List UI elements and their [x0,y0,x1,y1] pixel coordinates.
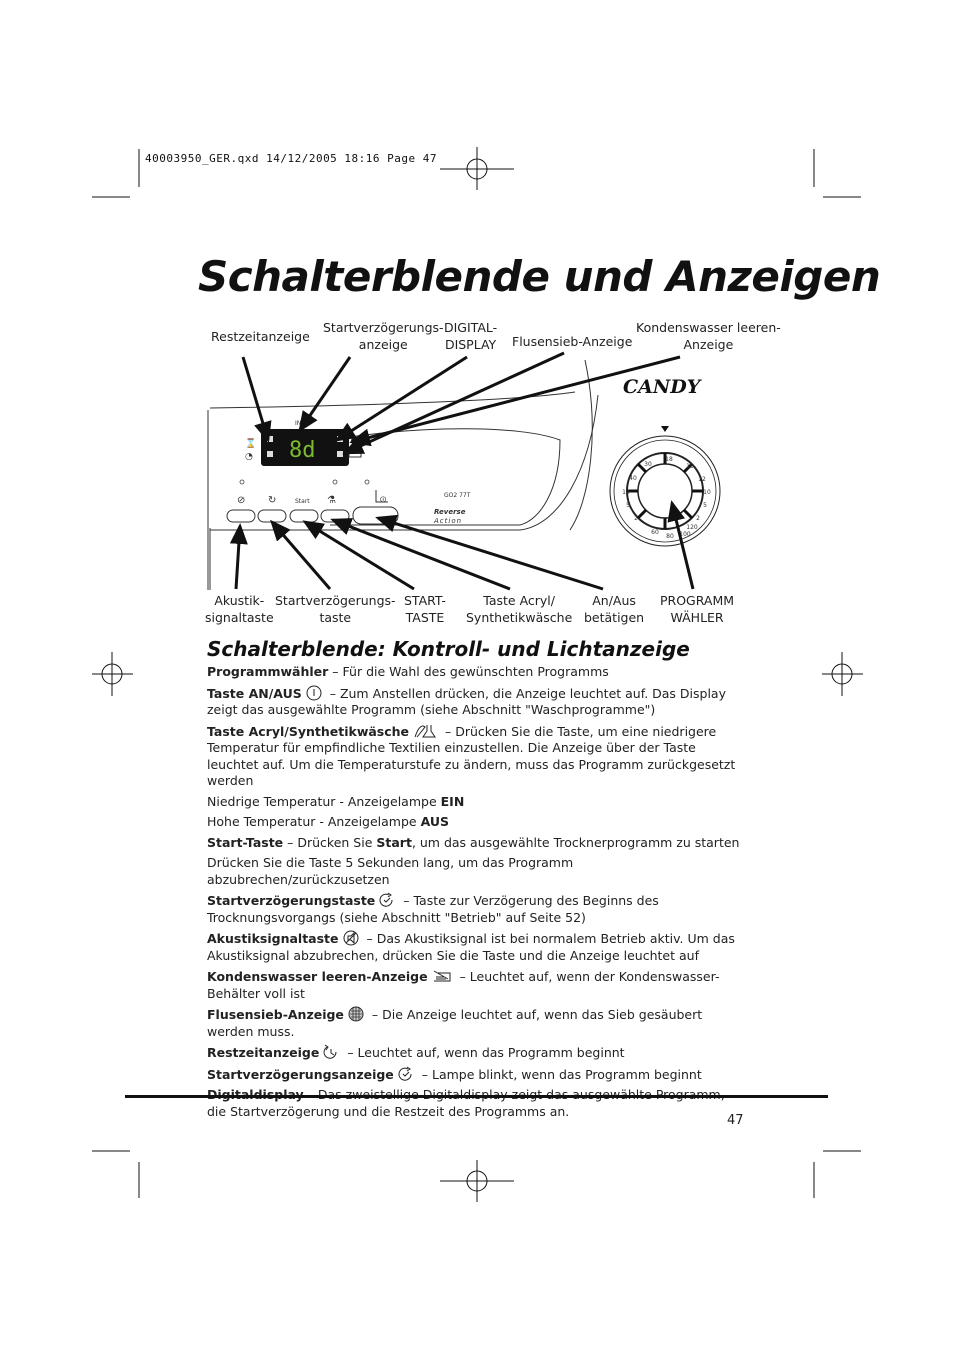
item-startverzoegerungsanzeige: Startverzögerungsanzeige – Lampe blinkt, wenn das Programm beginnt [207,1066,702,1082]
item-acryl: Taste Acryl/Synthetikwäsche – Drücken Sie die Taste, um eine niedrigere Temperatur für empfindliche Textilien einzustellen. Die Anzeige über der Taste leuchtet auf. Um die Temperaturstufe zu ändern, muss das Programm zurückgesetzt werden [207,723,736,788]
footer-rule [125,1095,828,1098]
page-number: 47 [727,1113,744,1128]
remaining-time-icon [323,1044,339,1060]
info-label: INFO [295,420,310,427]
svg-text:⏼: ⏼ [380,495,387,504]
item-start-taste: Start-Taste – Drücken Sie Start, um das ausgewählte Trocknerprogramm zu starten [207,834,740,850]
dial-label: 15 [686,463,694,470]
power-icon [306,685,322,701]
delay-icon [379,892,395,908]
dial-label: 5 [703,502,707,509]
dial-label: 120 [686,524,698,531]
dial-label: 18 [665,456,673,463]
item-niedrige-temperatur: Niedrige Temperatur - Anzeigelampe EIN [207,793,465,809]
item-programmwaehler: Programmwähler – Für die Wahl des gewünschten Programms [207,664,609,679]
brand-logo: CANDY [623,376,701,398]
dial-label: 2 [696,515,700,522]
start-label-small: Start [295,498,310,505]
description-text [207,664,747,1124]
dial-label: 2 [634,515,638,522]
acryl-icon [413,723,437,739]
dial-label: 5 [626,502,630,509]
reverse-label: Reverse [434,508,466,516]
startverz-button [258,510,286,522]
label-akustiksignaltaste: Akustik- signaltaste [205,593,274,625]
dial-label: 80 [666,533,674,540]
svg-text:⌛: ⌛ [245,439,257,449]
label-programmwaehler: PROGRAMM WÄHLER [660,593,735,625]
mute-icon [343,930,359,946]
dial-label: 30 [644,461,652,468]
label-kondenswasser-anzeige: Kondenswasser leeren- Anzeige [636,320,781,352]
label-startverzoegerungsanzeige: Startverzögerungs- anzeige [323,320,444,352]
label-flusensieb-anzeige: Flusensieb-Anzeige [512,334,633,349]
item-abbrechen: Drücken Sie die Taste 5 Sekunden lang, um das Programm abzubrechen/zurückzusetzen [207,855,574,887]
label-restzeitanzeige: Restzeitanzeige [211,329,310,344]
item-flusensieb: Flusensieb-Anzeige – Die Anzeige leuchtet auf, wenn das Sieb gesäubert werden muss. [207,1007,703,1039]
svg-text:↻: ↻ [268,495,277,506]
item-akustiksignaltaste: Akustiksignaltaste – Das Akustiksignal ist bei normalem Betrieb aktiv. Um das Akustiksignal abzubrechen, drücken Sie die Taste und die Anzeige leuchtet auf [207,931,735,963]
akustik-button [227,510,255,522]
item-an-aus: Taste AN/AUS – Zum Anstellen drücken, die Anzeige leuchtet auf. Das Display zeigt das ausgewählte Programm (siehe Abschnitt "Waschprogramme") [207,685,726,717]
label-start-taste: START- TASTE [404,593,446,625]
item-startverzoegerungstaste: Startverzögerungstaste – Taste zur Verzögerung des Beginns des Trocknungsvorgangs (siehe Abschnitt "Betrieb" auf Seite 52) [207,893,659,925]
action-label: Action [434,517,463,525]
model-label: GO2 77T [444,492,471,499]
delay-indicator-icon [398,1066,414,1082]
dial-label: 10 [622,489,630,496]
display-digits: 8d [289,438,316,463]
dial-label: 40 [629,475,637,482]
svg-text:⚗: ⚗ [327,495,336,506]
dial-label: 10 [703,489,711,496]
item-digitaldisplay: die Startverzögerung und die Restzeit des Programms an. [207,1103,570,1119]
svg-text:◔: ◔ [245,452,253,462]
item-hohe-temperatur: Hohe Temperatur - Anzeigelampe AUS [207,814,450,829]
label-an-aus: An/Aus betätigen [584,593,645,625]
item-kondenswasser: Kondenswasser leeren-Anzeige – Leuchtet auf, wenn der Kondenswasser-Behälter voll ist [207,969,720,1001]
page-title: Schalterblende und Anzeigen [198,252,881,301]
file-slug: 40003950_GER.qxd 14/12/2005 18:16 Page 47 [145,152,438,165]
label-startverzoegerungstaste: Startverzögerungs- taste [275,593,396,625]
section-heading: Schalterblende: Kontroll- und Lichtanzeige [207,637,690,661]
start-button [290,510,318,522]
dial-label: 100 [679,531,691,538]
svg-text:⊘: ⊘ [237,495,246,506]
water-tank-icon [432,968,452,984]
dial-label: 60 [651,529,659,536]
label-digital-display: DIGITAL- DISPLAY [444,320,498,352]
label-acryl-taste: Taste Acryl/ Synthetikwäsche [466,593,573,625]
filter-icon [348,1006,364,1022]
item-restzeitanzeige: Restzeitanzeige – Leuchtet auf, wenn das Programm beginnt [207,1045,625,1060]
dial-label: 12 [698,476,706,483]
